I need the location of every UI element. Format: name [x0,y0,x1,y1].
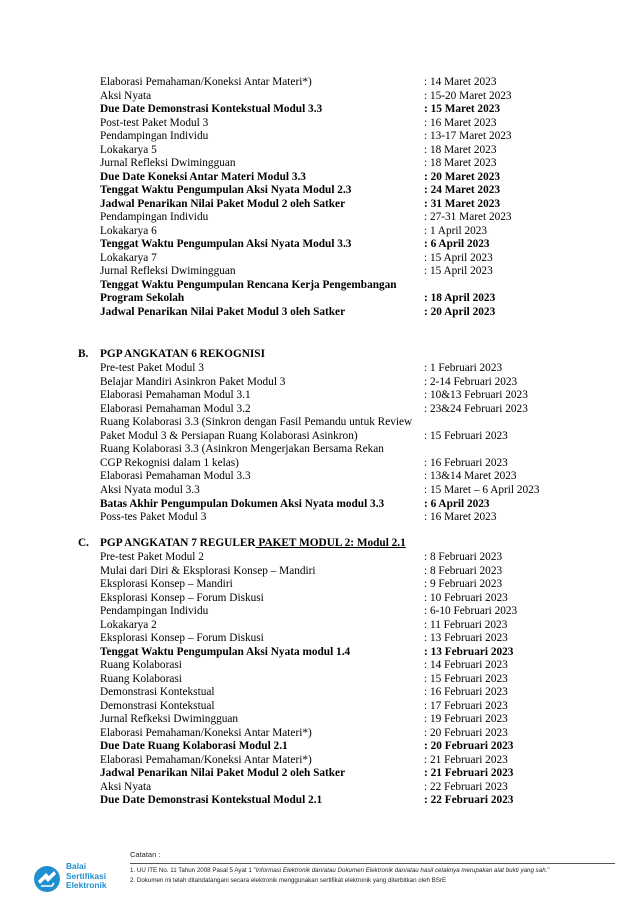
activity-date: : 9 Februari 2023 [424,578,503,590]
activity-date: : 22 Februari 2023 [424,794,514,806]
activity-date: : 15 April 2023 [424,251,493,264]
schedule-row [100,564,560,578]
activity-label: Jadwal Penarikan Nilai Paket Modul 2 oleh Satker [100,767,346,779]
schedule-row [100,469,560,483]
schedule-row [100,388,560,402]
activity-label: CGP Rekognisi dalam 1 kelas) [100,456,239,469]
schedule-row [100,604,560,618]
schedule-row [100,793,560,807]
activity-label: Tenggat Waktu Pengumpulan Aksi Nyata Modul 3.3 [100,238,352,250]
bsre-logo [32,862,122,894]
activity-date: : 31 Maret 2023 [424,197,501,210]
schedule-row [100,631,560,645]
activity-label: Eksplorasi Konsep – Forum Diskusi [100,632,264,644]
schedule-row [100,237,560,251]
activity-date: : 14 Maret 2023 [424,76,497,88]
schedule-row [100,699,560,713]
activity-label: Mulai dari Diri & Eksplorasi Konsep – Mandiri [100,564,316,577]
activity-label: Ruang Kolaborasi [100,659,182,671]
schedule-row [100,402,560,416]
schedule-row [100,550,560,564]
activity-date: : 16 Februari 2023 [424,456,508,469]
activity-label: Lokakarya 6 [100,224,157,237]
schedule-row [100,442,560,456]
activity-label: Post-test Paket Modul 3 [100,116,209,129]
activity-label: Elaborasi Pemahaman Modul 3.2 [100,402,251,415]
activity-date: : 21 Februari 2023 [424,753,508,766]
catatan-label: Catatan : [130,850,161,859]
activity-label: Elaborasi Pemahaman Modul 3.1 [100,389,251,402]
activity-label: Pendampingan Individu [100,605,209,617]
activity-date: : 20 April 2023 [424,305,496,318]
schedule-row [100,278,560,292]
schedule-row [100,591,560,605]
activity-date: : 1 April 2023 [424,224,488,237]
section-b-heading [78,347,598,361]
schedule-row [100,210,560,224]
activity-label: Lokakarya 2 [100,618,157,631]
activity-label: Jurnal Refleksi Dwimingguan [100,265,236,277]
activity-label: Tenggat Waktu Pengumpulan Aksi Nyata Modul 2.3 [100,184,352,196]
section-c-title [100,536,406,550]
activity-date: : 20 Februari 2023 [424,726,508,739]
activity-label: Demonstrasi Kontekstual [100,699,215,712]
activity-date: : 10&13 Februari 2023 [424,389,528,402]
schedule-row [100,766,560,780]
activity-label: Due Date Ruang Kolaborasi Modul 2.1 [100,740,288,752]
activity-label: Due Date Koneksi Antar Materi Modul 3.3 [100,170,306,183]
activity-label: Paket Modul 3 & Persiapan Ruang Kolaborasi Asinkron) [100,429,358,442]
schedule-row [100,456,560,470]
activity-label: Ruang Kolaborasi [100,672,182,685]
activity-date: : 10 Februari 2023 [424,591,508,604]
activity-date: : 2-14 Februari 2023 [424,375,518,388]
activity-label: Elaborasi Pemahaman/Koneksi Antar Materi*) [100,726,312,739]
activity-date: : 6 April 2023 [424,238,490,250]
activity-date: : 6-10 Februari 2023 [424,605,518,617]
activity-label: Aksi Nyata [100,780,152,793]
schedule-row [100,658,560,672]
schedule-row [100,510,560,524]
note1-italic: Informasi Elektronik dan/atau Dokumen Elektronik dan/atau hasil cetaknya merupakan alat bukti yang sah. [255,867,548,874]
activity-date: : 8 Februari 2023 [424,551,503,563]
activity-label: Lokakarya 7 [100,251,157,264]
activity-label: Pendampingan Individu [100,130,209,142]
footer-note-2: 2. Dokumen ini telah ditandatangani secara elektronik menggunakan sertifikat elektronik yang diterbitkan oleh BSrE [130,877,447,884]
activity-date: : 15 Maret – 6 April 2023 [424,483,540,496]
activity-date: : 15 Maret 2023 [424,103,501,115]
section-c-title-underlined: PAKET MODUL 2: Modul 2.1 [255,537,406,549]
activity-label: Due Date Demonstrasi Kontekstual Modul 3.3 [100,103,323,115]
section-c-letter: C. [78,537,89,549]
activity-label: Poss-tes Paket Modul 3 [100,511,207,524]
activity-date: : 15 Februari 2023 [424,672,508,685]
schedule-row [100,483,560,497]
activity-date: : 8 Februari 2023 [424,564,503,577]
activity-label: Lokakarya 5 [100,143,157,156]
schedule-row [100,156,560,170]
activity-label: Jadwal Penarikan Nilai Paket Modul 2 oleh Satker [100,197,346,210]
activity-label: Pendampingan Individu [100,211,209,223]
activity-label: Demonstrasi Kontekstual [100,686,215,698]
activity-date: : 27-31 Maret 2023 [424,211,512,223]
schedule-row [100,89,560,103]
schedule-row [100,739,560,753]
bsre-logo-icon [32,864,62,894]
schedule-row [100,685,560,699]
schedule-row [100,129,560,143]
schedule-row [100,102,560,116]
schedule-row [100,361,560,375]
activity-label: Batas Akhir Pengumpulan Dokumen Aksi Nyata modul 3.3 [100,497,385,510]
schedule-row [100,375,560,389]
schedule-row [100,143,560,157]
schedule-row [100,645,560,659]
section-c-heading [78,536,598,550]
schedule-row [100,264,560,278]
schedule-row [100,197,560,211]
activity-date: : 20 Maret 2023 [424,170,501,183]
note1-plain: 1. UU ITE No. 11 Tahun 2008 Pasal 5 Ayat 1 " [130,867,256,874]
activity-label: Jadwal Penarikan Nilai Paket Modul 3 oleh Satker [100,305,346,318]
activity-label: Due Date Demonstrasi Kontekstual Modul 2.1 [100,794,323,806]
activity-date: : 15 April 2023 [424,265,493,277]
activity-date: : 22 Februari 2023 [424,780,508,793]
activity-date: : 16 Maret 2023 [424,116,497,129]
logo-line: Balai [66,861,87,871]
schedule-row [100,291,560,305]
activity-date: : 23&24 Februari 2023 [424,402,528,415]
activity-date: : 20 Februari 2023 [424,740,514,752]
section-c-title-plain: PGP ANGKATAN 7 REGULER [100,537,256,549]
activity-label: Ruang Kolaborasi 3.3 (Sinkron dengan Fasil Pemandu untuk Review [100,416,413,429]
activity-date: : 13-17 Maret 2023 [424,130,512,142]
schedule-row [100,712,560,726]
activity-label: Elaborasi Pemahaman/Koneksi Antar Materi*) [100,753,312,766]
logo-line: Sertifikasi [66,870,107,881]
schedule-row [100,577,560,591]
activity-date: : 14 Februari 2023 [424,659,508,671]
activity-label: Pre-test Paket Modul 2 [100,551,204,563]
activity-date: : 18 Maret 2023 [424,143,497,156]
activity-label: Jurnal Refkeksi Dwimingguan [100,713,239,725]
schedule-row [100,224,560,238]
section-b-title: PGP ANGKATAN 6 REKOGNISI [100,348,265,360]
activity-date: : 16 Maret 2023 [424,511,497,524]
activity-date: : 15-20 Maret 2023 [424,89,512,102]
activity-date: : 24 Maret 2023 [424,184,501,196]
schedule-row [100,116,560,130]
activity-date: : 21 Februari 2023 [424,767,514,779]
section-b-letter: B. [78,348,89,360]
schedule-row [100,618,560,632]
activity-label: Elaborasi Pemahaman/Koneksi Antar Materi*) [100,76,312,88]
schedule-row [100,753,560,767]
activity-label: Eksplorasi Konsep – Forum Diskusi [100,591,264,604]
activity-date: : 11 Februari 2023 [424,618,508,631]
schedule-row [100,672,560,686]
activity-date: : 19 Februari 2023 [424,713,508,725]
activity-label: Pre-test Paket Modul 3 [100,362,204,374]
schedule-row [100,726,560,740]
schedule-row [100,415,560,429]
schedule-row [100,170,560,184]
activity-date: : 17 Februari 2023 [424,699,508,712]
activity-date: : 13 Februari 2023 [424,645,514,658]
activity-date: : 13&14 Maret 2023 [424,470,517,483]
activity-label: Program Sekolah [100,292,185,304]
page-footer [0,850,638,902]
activity-label: Ruang Kolaborasi 3.3 (Asinkron Mengerjakan Bersama Rekan [100,443,384,456]
schedule-row [100,183,560,197]
activity-date: : 1 Februari 2023 [424,362,503,374]
activity-date: : 18 April 2023 [424,292,496,304]
activity-label: Aksi Nyata [100,89,152,102]
activity-date: : 18 Maret 2023 [424,157,497,169]
activity-label: Tenggat Waktu Pengumpulan Rencana Kerja Pengembangan [100,278,397,291]
activity-label: Tenggat Waktu Pengumpulan Aksi Nyata modul 1.4 [100,645,351,658]
activity-label: Belajar Mandiri Asinkron Paket Modul 3 [100,375,286,388]
activity-label: Aksi Nyata modul 3.3 [100,483,200,496]
footer-divider [130,863,615,864]
schedule-row [100,429,560,443]
schedule-row [100,497,560,511]
schedule-row [100,780,560,794]
activity-date: : 16 Februari 2023 [424,686,508,698]
logo-line: Elektronik [66,880,107,890]
activity-date: : 6 April 2023 [424,497,490,510]
activity-date: : 13 Februari 2023 [424,632,508,644]
schedule-row [100,305,560,319]
note1-end: " [547,867,550,874]
activity-label: Elaborasi Pemahaman Modul 3.3 [100,470,251,483]
schedule-row [100,251,560,265]
activity-label: Jurnal Refleksi Dwimingguan [100,157,236,169]
footer-note-1 [130,866,550,875]
activity-date: : 15 Februari 2023 [424,429,508,442]
bsre-logo-text [66,862,107,891]
schedule-row [100,75,560,89]
activity-label: Eksplorasi Konsep – Mandiri [100,578,233,590]
